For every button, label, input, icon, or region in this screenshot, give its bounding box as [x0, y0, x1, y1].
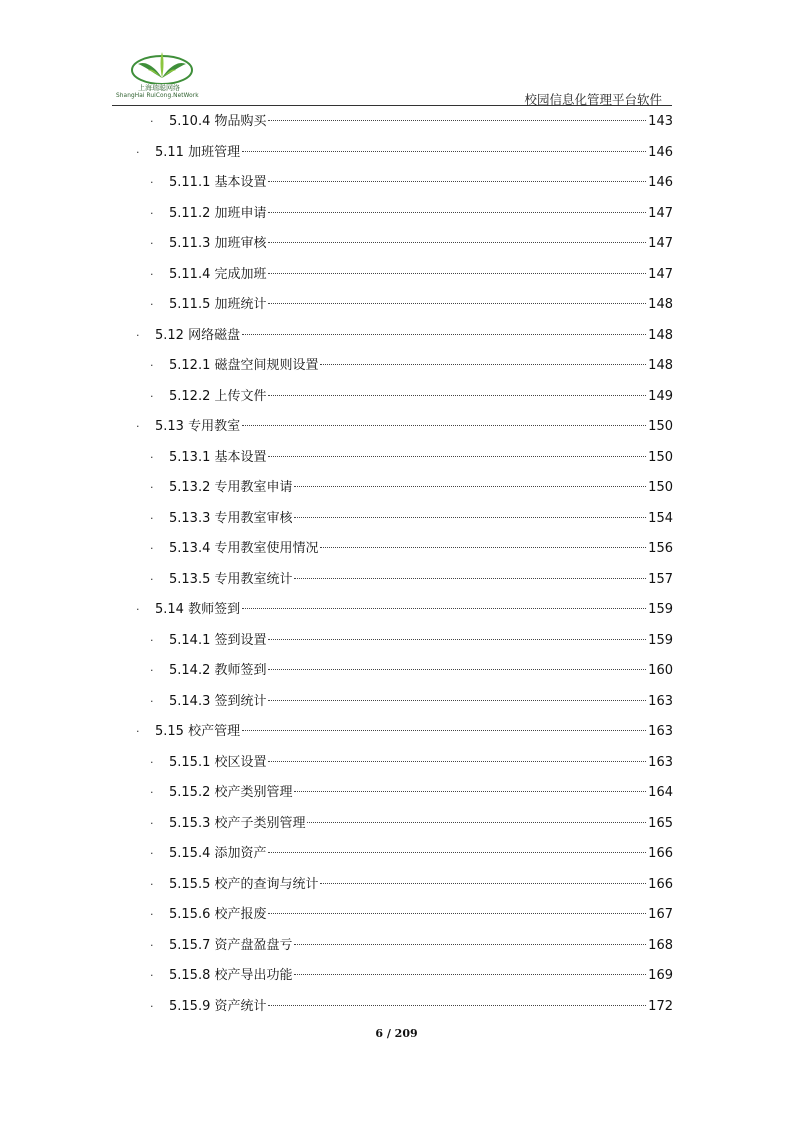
toc-entry-title: 5.11.3 加班审核 [169, 236, 267, 251]
toc-entry[interactable] [0, 565, 793, 595]
dot-leader [268, 761, 646, 762]
bullet-icon: · [136, 603, 140, 616]
toc-entry[interactable] [0, 168, 793, 198]
toc-entry-page: 148 [648, 327, 673, 343]
toc-entry[interactable] [0, 199, 793, 229]
bullet-icon: · [150, 542, 154, 555]
dot-leader [294, 486, 646, 487]
dot-leader [268, 456, 646, 457]
document-title: 校园信息化管理平台软件 [524, 92, 662, 107]
toc-entry[interactable] [0, 290, 793, 320]
bullet-icon: · [150, 755, 154, 769]
toc-entry-page: 165 [648, 815, 673, 831]
toc-entry[interactable] [0, 260, 793, 290]
toc-entry-title: 5.15.8 校产导出功能 [169, 968, 293, 983]
dot-leader [268, 242, 646, 243]
bullet-icon: · [150, 176, 154, 189]
toc-entry[interactable] [0, 595, 793, 625]
toc-entry[interactable] [0, 382, 793, 412]
toc-entry-page: 149 [648, 388, 673, 404]
bullet-icon: · [150, 359, 154, 372]
toc-entry-page: 159 [648, 602, 673, 617]
toc-entry-title: 5.13.3 专用教室审核 [169, 510, 293, 526]
toc-entry[interactable] [0, 900, 793, 930]
dot-leader [320, 883, 646, 884]
bullet-icon: · [150, 481, 154, 494]
toc-entry[interactable] [0, 626, 793, 656]
toc-entry[interactable] [0, 473, 793, 503]
toc-entry-title: 5.12.1 磁盘空间规则设置 [169, 358, 319, 373]
bullet-icon: · [150, 572, 154, 586]
toc-entry-page: 147 [648, 236, 673, 251]
toc-entry-page: 166 [648, 846, 673, 861]
toc-entry-title: 5.13.1 基本设置 [169, 449, 267, 465]
page-header [112, 50, 672, 108]
dot-leader [242, 730, 646, 731]
dot-leader [294, 791, 646, 792]
toc-entry[interactable] [0, 717, 793, 747]
bullet-icon: · [150, 664, 154, 677]
bullet-icon: · [150, 267, 154, 281]
toc-entry-page: 157 [648, 571, 673, 587]
toc-entry[interactable] [0, 687, 793, 717]
toc-entry-title: 5.13.2 专用教室申请 [169, 480, 293, 495]
toc-entry-title: 5.14.3 签到统计 [169, 693, 267, 709]
toc-entry-title: 5.11.1 基本设置 [169, 175, 267, 190]
toc-entry-title: 5.15.6 校产报废 [169, 907, 267, 922]
header-divider [112, 105, 672, 106]
toc-entry-page: 169 [648, 968, 673, 983]
toc-entry-page: 146 [648, 144, 673, 160]
toc-entry-title: 5.11 加班管理 [155, 144, 241, 160]
page-number: 6 / 209 [375, 1027, 418, 1040]
bullet-icon: · [136, 145, 140, 159]
toc-entry-title: 5.12 网络磁盘 [155, 327, 241, 343]
toc-entry-title: 5.11.2 加班申请 [169, 205, 267, 221]
toc-entry[interactable] [0, 809, 793, 839]
bullet-icon: · [150, 511, 154, 525]
toc-entry-page: 166 [648, 876, 673, 892]
bullet-icon: · [150, 389, 154, 403]
toc-entry-title: 5.11.4 完成加班 [169, 266, 267, 282]
toc-entry-page: 148 [648, 358, 673, 373]
toc-entry-title: 5.14.1 签到设置 [169, 632, 267, 648]
dot-leader [268, 913, 646, 914]
toc-entry[interactable] [0, 656, 793, 686]
dot-leader [294, 517, 646, 518]
bullet-icon: · [150, 633, 154, 647]
toc-entry-page: 156 [648, 541, 673, 556]
toc-entry-page: 150 [648, 419, 673, 434]
bullet-icon: · [150, 694, 154, 708]
dot-leader [320, 364, 646, 365]
toc-entry-title: 5.15 校产管理 [155, 724, 241, 739]
bullet-icon: · [150, 450, 154, 464]
toc-entry-page: 160 [648, 663, 673, 678]
toc-entry[interactable] [0, 961, 793, 991]
toc-entry-title: 5.13 专用教室 [155, 419, 241, 434]
toc-entry-page: 163 [648, 754, 673, 770]
toc-entry-title: 5.11.5 加班统计 [169, 297, 267, 312]
toc-entry-page: 172 [648, 998, 673, 1014]
dot-leader [320, 547, 646, 548]
toc-entry[interactable] [0, 778, 793, 808]
dot-leader [294, 944, 646, 945]
toc-entry[interactable] [0, 931, 793, 961]
dot-leader [268, 273, 646, 274]
toc-entry-page: 148 [648, 297, 673, 312]
toc-entry-page: 164 [648, 785, 673, 800]
toc-entry-title: 5.15.7 资产盘盈盘亏 [169, 937, 293, 953]
dot-leader [268, 120, 646, 121]
logo-chinese-text: 上海瑞聪网络 [138, 84, 180, 92]
logo-english-text: ShangHai RuiCong.NetWork [116, 93, 199, 99]
toc-entry[interactable] [0, 534, 793, 564]
bullet-icon: · [150, 999, 154, 1013]
dot-leader [268, 212, 646, 213]
bullet-icon: · [136, 725, 140, 738]
toc-entry-page: 143 [648, 114, 673, 129]
toc-entry-title: 5.14.2 教师签到 [169, 663, 267, 678]
bullet-icon: · [150, 847, 154, 860]
bullet-icon: · [150, 969, 154, 982]
dot-leader [268, 669, 646, 670]
dot-leader [307, 822, 646, 823]
dot-leader [268, 700, 646, 701]
toc-entry[interactable] [0, 748, 793, 778]
bullet-icon: · [136, 420, 140, 433]
toc-entry-title: 5.15.3 校产子类别管理 [169, 815, 306, 831]
dot-leader [242, 425, 646, 426]
toc-entry[interactable] [0, 107, 793, 137]
toc-entry-title: 5.13.4 专用教室使用情况 [169, 541, 319, 556]
dot-leader [268, 303, 646, 304]
bullet-icon: · [150, 298, 154, 311]
toc-entry-title: 5.10.4 物品购买 [169, 114, 267, 129]
dot-leader [294, 578, 646, 579]
toc-entry-title: 5.14 教师签到 [155, 602, 241, 617]
dot-leader [242, 334, 646, 335]
toc-entry-page: 150 [648, 449, 673, 465]
toc-entry[interactable] [0, 504, 793, 534]
toc-entry-title: 5.15.4 添加资产 [169, 846, 267, 861]
dot-leader [242, 608, 646, 609]
bullet-icon: · [150, 115, 154, 128]
dot-leader [268, 181, 646, 182]
leaf-logo-icon [126, 50, 198, 84]
bullet-icon: · [150, 938, 154, 952]
toc-entry[interactable] [0, 992, 793, 1022]
bullet-icon: · [150, 786, 154, 799]
toc-entry-page: 146 [648, 175, 673, 190]
toc-entry-page: 163 [648, 693, 673, 709]
dot-leader [294, 974, 646, 975]
toc-entry-page: 163 [648, 724, 673, 739]
toc-entry-title: 5.15.9 资产统计 [169, 998, 267, 1014]
toc-entry-page: 168 [648, 937, 673, 953]
dot-leader [242, 151, 646, 152]
company-logo [112, 50, 212, 106]
toc-entry[interactable] [0, 351, 793, 381]
bullet-icon: · [150, 877, 154, 891]
bullet-icon: · [150, 206, 154, 220]
toc-entry[interactable] [0, 412, 793, 442]
toc-entry-page: 167 [648, 907, 673, 922]
toc-entry[interactable] [0, 229, 793, 259]
toc-entry-title: 5.13.5 专用教室统计 [169, 571, 293, 587]
toc-entry[interactable] [0, 443, 793, 473]
dot-leader [268, 852, 646, 853]
toc-entry-title: 5.12.2 上传文件 [169, 388, 267, 404]
toc-entry[interactable] [0, 839, 793, 869]
bullet-icon: · [150, 908, 154, 921]
toc-entry-title: 5.15.1 校区设置 [169, 754, 267, 770]
toc-entry[interactable] [0, 870, 793, 900]
dot-leader [268, 639, 646, 640]
toc-entry-title: 5.15.5 校产的查询与统计 [169, 876, 319, 892]
toc-entry-page: 159 [648, 632, 673, 648]
bullet-icon: · [150, 237, 154, 250]
toc-entry[interactable] [0, 321, 793, 351]
dot-leader [268, 395, 646, 396]
dot-leader [268, 1005, 646, 1006]
bullet-icon: · [150, 816, 154, 830]
toc-entry-page: 147 [648, 205, 673, 221]
toc-entry[interactable] [0, 138, 793, 168]
toc-entry-page: 154 [648, 510, 673, 526]
toc-entry-page: 150 [648, 480, 673, 495]
bullet-icon: · [136, 328, 140, 342]
toc-entry-title: 5.15.2 校产类别管理 [169, 785, 293, 800]
toc-entry-page: 147 [648, 266, 673, 282]
